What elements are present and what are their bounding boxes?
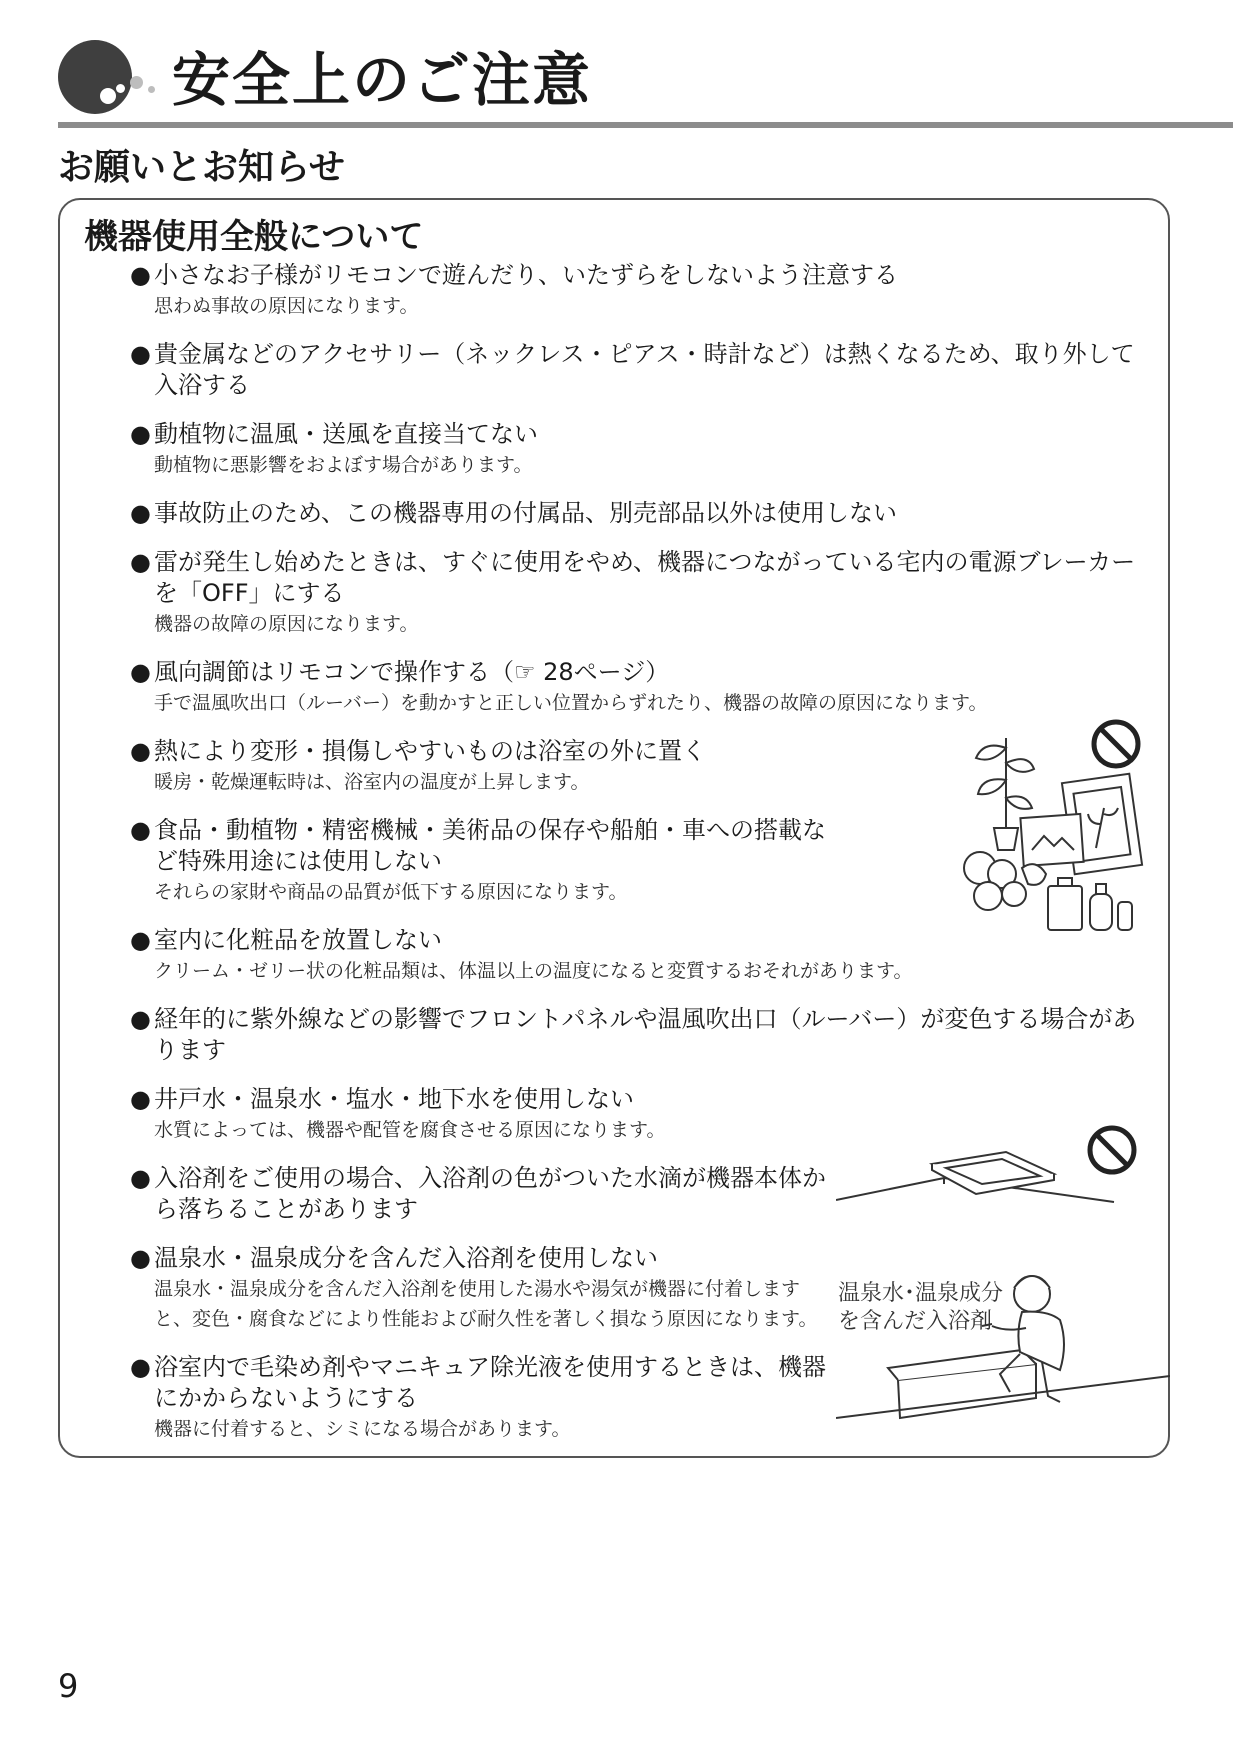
bullet: ● <box>130 261 151 289</box>
notice-item <box>130 1243 830 1334</box>
notice-item <box>130 547 1152 639</box>
bullet: ● <box>130 658 151 686</box>
page-title: 安全上のご注意 <box>172 46 593 114</box>
bullet: ● <box>130 340 151 368</box>
bullet: ● <box>130 737 151 765</box>
notice-item <box>130 1163 830 1225</box>
notice-item <box>130 736 830 797</box>
notice-note: 思わぬ事故の原因になります。 <box>154 295 419 317</box>
bullet: ● <box>130 926 151 954</box>
prohibition-icon <box>1090 1128 1134 1172</box>
notice-text: 小さなお子様がリモコンで遊んだり、いたずらをしないよう注意する <box>154 261 898 289</box>
ceiling-unit-icon <box>836 1152 1114 1202</box>
heat-sensitive-items-illustration <box>958 718 1148 933</box>
notice-text: 動植物に温風・送風を直接当てない <box>154 420 538 448</box>
notice-item <box>130 657 1152 718</box>
prohibition-icon <box>1094 722 1138 766</box>
panel-heading: 機器使用全般について <box>84 217 424 257</box>
bullet: ● <box>130 420 151 448</box>
notice-note: 暖房・乾燥運転時は、浴室内の温度が上昇します。 <box>154 771 590 793</box>
notice-item <box>130 1004 1152 1066</box>
notice-text: 風向調節はリモコンで操作する（☞ 28ページ） <box>154 658 670 686</box>
notice-note: 水質によっては、機器や配管を腐食させる原因になります。 <box>154 1119 666 1141</box>
notice-note: 機器に付着すると、シミになる場合があります。 <box>154 1418 571 1440</box>
bullet: ● <box>130 1085 151 1113</box>
notice-note: 温泉水・温泉成分を含んだ入浴剤を使用した湯水や湯気が機器に付着しますと、変色・腐食などにより性能および耐久性を著しく損なう原因になります。 <box>154 1278 818 1330</box>
picture-frame-icon <box>1020 774 1142 875</box>
notice-item <box>130 339 1152 401</box>
notice-item <box>130 815 830 907</box>
notice-text: 食品・動植物・精密機械・美術品の保存や船舶・車への搭載など特殊用途には使用しない <box>154 816 826 875</box>
notice-text: 室内に化粧品を放置しない <box>154 926 442 954</box>
notice-text: 浴室内で毛染め剤やマニキュア除光液を使用するときは、機器にかからないようにする <box>154 1353 826 1412</box>
header-dot <box>130 76 143 89</box>
section-subtitle: お願いとお知らせ <box>58 147 345 188</box>
notice-item <box>130 260 1152 321</box>
bullet: ● <box>130 1353 151 1381</box>
header-dot <box>100 88 116 104</box>
title-rule <box>58 122 1233 128</box>
notice-item <box>130 925 1152 986</box>
notice-item <box>130 498 1152 529</box>
caption-line: を含んだ入浴剤 <box>838 1309 993 1334</box>
bullet: ● <box>130 1164 151 1192</box>
bath-additive-illustration <box>836 1118 1170 1428</box>
notice-text: 雷が発生し始めたときは、すぐに使用をやめ、機器につながっている宅内の電源ブレーカーを「OFF」にする <box>154 548 1136 607</box>
bullet: ● <box>130 1244 151 1272</box>
header-dot <box>116 84 125 93</box>
notice-text: 入浴剤をご使用の場合、入浴剤の色がついた水滴が機器本体から落ちることがあります <box>154 1164 826 1223</box>
header-circles-decoration <box>58 40 158 116</box>
bullet: ● <box>130 1005 151 1033</box>
bullet: ● <box>130 816 151 844</box>
notice-item <box>130 1352 830 1444</box>
header-dot <box>148 86 155 93</box>
notice-text: 経年的に紫外線などの影響でフロントパネルや温風吹出口（ルーバー）が変色する場合があります <box>154 1005 1137 1064</box>
bullet: ● <box>130 499 151 527</box>
notice-text: 貴金属などのアクセサリー（ネックレス・ピアス・時計など）は熱くなるため、取り外して入浴する <box>154 340 1135 399</box>
notice-note: 機器の故障の原因になります。 <box>154 613 419 635</box>
illustration-caption <box>838 1280 1003 1336</box>
notice-note: 動植物に悪影響をおよぼす場合があります。 <box>154 454 533 476</box>
notice-text: 井戸水・温泉水・塩水・地下水を使用しない <box>154 1085 634 1113</box>
header-circle <box>58 40 132 114</box>
notice-note: それらの家財や商品の品質が低下する原因になります。 <box>154 881 628 903</box>
notice-text: 温泉水・温泉成分を含んだ入浴剤を使用しない <box>154 1244 658 1272</box>
notice-item <box>130 419 1152 480</box>
bathtub-icon <box>836 1350 1170 1418</box>
notice-note: 手で温風吹出口（ルーバー）を動かすと正しい位置からずれたり、機器の故障の原因になります。 <box>154 692 988 714</box>
caption-line: 温泉水･温泉成分 <box>838 1281 1004 1306</box>
notice-text: 熱により変形・損傷しやすいものは浴室の外に置く <box>154 737 706 765</box>
bullet: ● <box>130 548 151 576</box>
notice-text: 事故防止のため、この機器専用の付属品、別売部品以外は使用しない <box>154 499 898 527</box>
bottles-icon <box>1048 878 1132 930</box>
notice-note: クリーム・ゼリー状の化粧品類は、体温以上の温度になると変質するおそれがあります。 <box>154 960 913 982</box>
page-number: 9 <box>58 1667 79 1705</box>
